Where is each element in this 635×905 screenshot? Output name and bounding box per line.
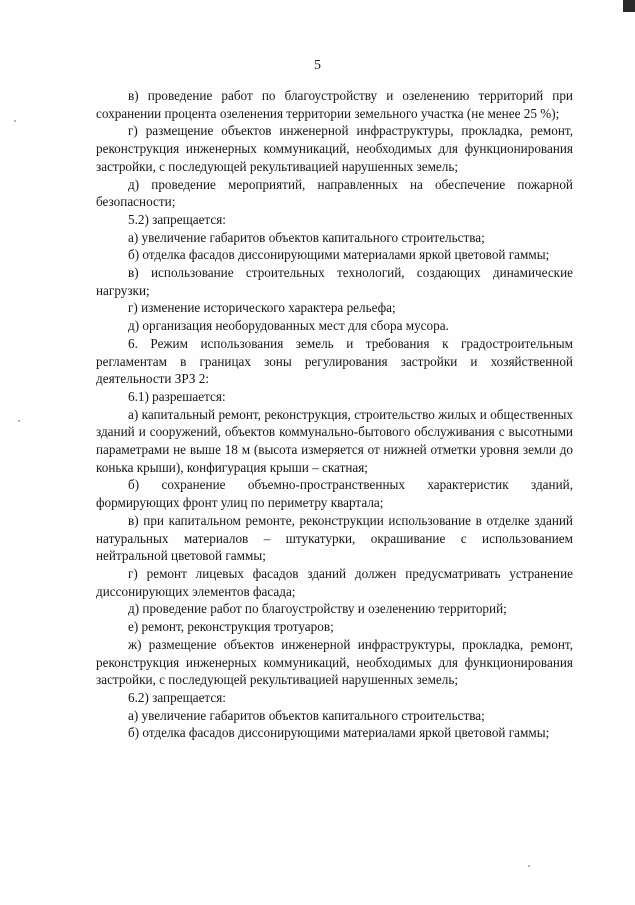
paragraph: 6.2) запрещается: bbox=[128, 689, 226, 705]
paragraph: е) ремонт, реконструкция тротуаров; bbox=[128, 619, 334, 635]
paragraph: в) использование строительных технологий, создающих динамические нагрузки; bbox=[96, 265, 573, 298]
paragraph: в) проведение работ по благоустройству и озеленению территорий при сохранении процента озеленения территории земельного участка (не менее 25 %); bbox=[96, 88, 573, 121]
paragraph: г) размещение объектов инженерной инфраструктуры, прокладка, ремонт, реконструкция инженерных коммуникаций, необходимых для функционирования застройки, с последующей рекультивацией нарушенных земель; bbox=[96, 123, 573, 174]
paragraph: а) увеличение габаритов объектов капитального строительства; bbox=[128, 707, 485, 723]
paragraph: б) сохранение объемно-пространственных характеристик зданий, формирующих фронт улиц по периметру квартала; bbox=[96, 477, 573, 511]
paragraph: д) проведение мероприятий, направленных на обеспечение пожарной безопасности; bbox=[96, 176, 573, 210]
paragraph: д) организация необорудованных мест для сбора мусора. bbox=[128, 318, 449, 334]
paragraph: а) капитальный ремонт, реконструкция, строительство жилых и общественных зданий и сооружений, объектов коммунально-бытового обслуживания с высотными параметрами не выше 18 м (высота измеряется от нижней отметки уровня земли до конька крыши), конфигурация крыши – скатная; bbox=[96, 406, 573, 475]
paragraph: г) ремонт лицевых фасадов зданий должен предусматривать устранение диссонирующих элементов фасада; bbox=[96, 565, 573, 599]
paragraph: д) проведение работ по благоустройству и озеленению территорий; bbox=[128, 601, 507, 617]
page-number: 5 bbox=[314, 58, 321, 73]
paragraph: ж) размещение объектов инженерной инфраструктуры, прокладка, ремонт, реконструкция инженерных коммуникаций, необходимых для функционирования застройки, с последующей рекультивацией нарушенных земель; bbox=[96, 636, 573, 688]
scan-speck bbox=[14, 120, 16, 122]
paragraph: б) отделка фасадов диссонирующими материалами яркой цветовой гаммы; bbox=[128, 725, 550, 741]
paragraph: в) при капитальном ремонте, реконструкции использование в отделке зданий натуральных материалов – штукатурки, окрашивание с использованием нейтральной цветовой гаммы; bbox=[96, 512, 573, 564]
paragraph: 6. Режим использования земель и требования к градостроительным регламентам в границах зоны регулирования застройки и хозяйственной деятельности ЗРЗ 2: bbox=[96, 335, 573, 387]
paragraph: г) изменение исторического характера рельефа; bbox=[128, 300, 396, 316]
paragraph: 5.2) запрещается: bbox=[128, 211, 226, 227]
paragraph: 6.1) разрешается: bbox=[128, 388, 226, 404]
scan-speck bbox=[528, 865, 530, 867]
paragraph: б) отделка фасадов диссонирующими материалами яркой цветовой гаммы; bbox=[128, 247, 550, 263]
scan-corner-mark bbox=[623, 0, 635, 12]
document-body bbox=[96, 87, 573, 742]
scan-speck bbox=[18, 420, 20, 422]
paragraph: а) увеличение габаритов объектов капитального строительства; bbox=[128, 229, 485, 245]
